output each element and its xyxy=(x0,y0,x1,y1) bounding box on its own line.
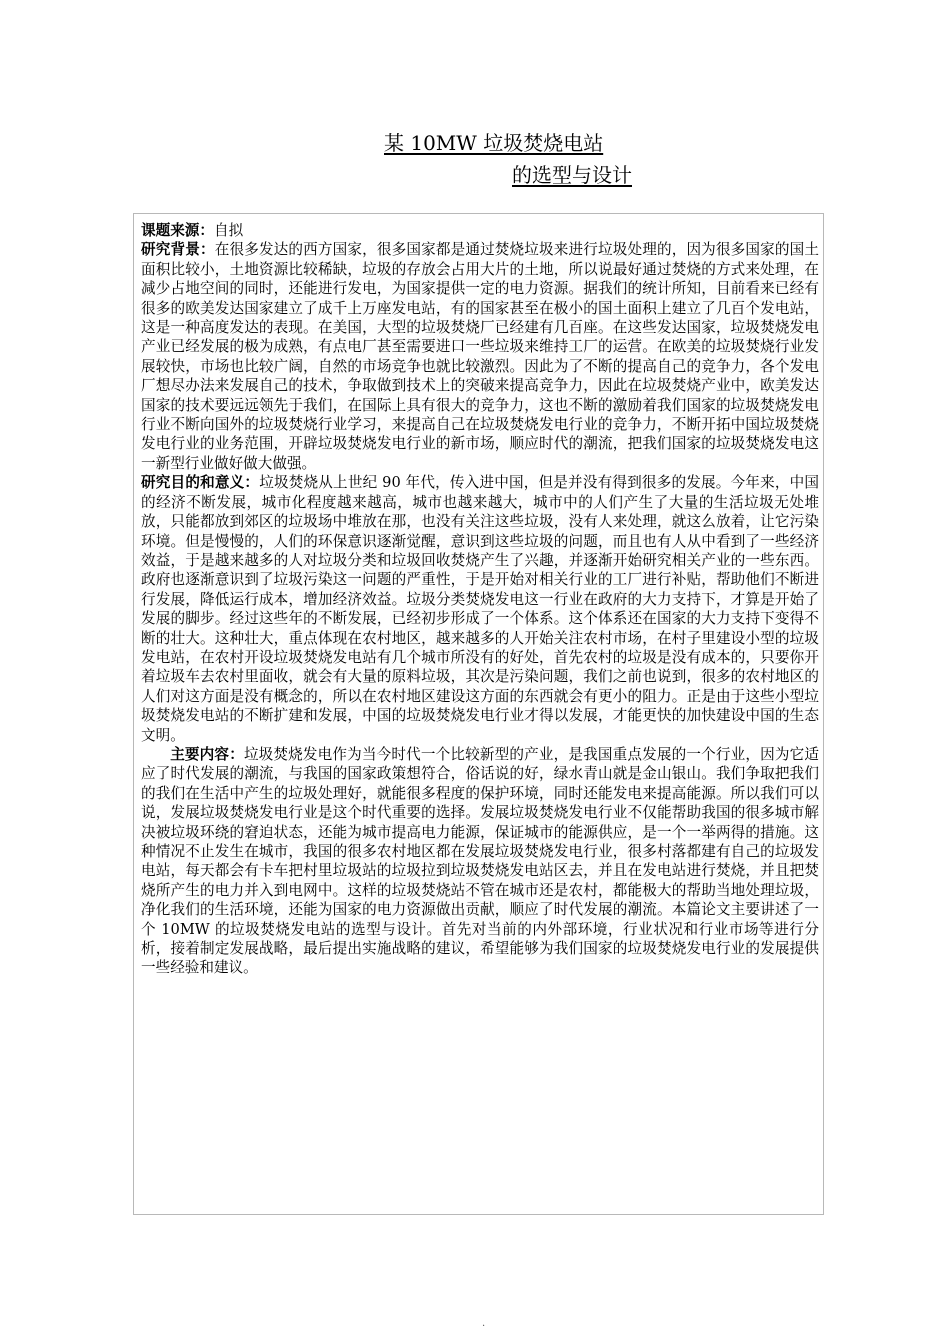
source-paragraph xyxy=(141,221,819,240)
document-title-line-1: 某 10MW 垃圾焚烧电站 xyxy=(384,131,604,155)
content-paragraph xyxy=(141,745,819,978)
background-separator: ： xyxy=(199,241,215,259)
source-label: 课题来源 xyxy=(141,222,200,239)
background-paragraph xyxy=(141,240,819,473)
document-title-line-2: 的选型与设计 xyxy=(512,163,632,187)
purpose-text: 垃圾焚烧从上世纪 90 年代，传入进中国，但是并没有得到很多的发展。今年来，中国的经济不断发展，城市化程度越来越高，城市也越来越大，城市中的人们产生了大量的生活垃圾无处堆放，只能都放到郊区的垃圾场中堆放在那，也没有关注这些垃圾，没有人来处理，就这么放着，让它污染环境。但是慢慢的，人们的环保意识逐渐觉醒，意识到这些垃圾的问题，而且也有人从中看到了一些经济效益，于是越来越多的人对垃圾分类和垃圾回收焚烧产生了兴趣，并逐渐开始研究相关产业的一些东西。政府也逐渐意识到了垃圾污染这一问题的严重性，于是开始对相关行业的工厂进行补贴，帮助他们不断进行发展，降低运行成本，增加经济效益。垃圾分类焚烧发电这一行业在政府的大力支持下，才算是开始了发展的脚步。经过这些年的不断发展，已经初步形成了一个体系。这个体系还在国家的大力支持下变得不断的壮大。这种壮大，重点体现在农村地区，越来越多的人开始关注农村市场，在村子里建设小型的垃圾发电站，在农村开设垃圾焚烧发电站有几个城市所没有的好处，首先农村的垃圾是没有成本的，只要你开着垃圾车去农村里面收，就会有大量的原料垃圾，其次是污染问题，我们之前也说到，很多的农村地区的人们对这方面是没有概念的，所以在农村地区建设这方面的东西就会有更小的阻力。正是由于这些小型垃圾焚烧发电站的不断扩建和发展，中国的垃圾焚烧发电行业才得以发展，才能更快的加快建设中国的生态文明。 xyxy=(141,474,819,744)
background-label: 研究背景 xyxy=(141,241,200,259)
background-text: 在很多发达的西方国家，很多国家都是通过焚烧垃圾来进行垃圾处理的，因为很多国家的国土面积比较小，土地资源比较稀缺，垃圾的存放会占用大片的土地，所以说最好通过焚烧的方式来处理，在减少占地空间的同时，还能进行发电，为国家提供一定的电力资源。据我们的统计所知，目前看来已经有很多的欧美发达国家建立了成千上万座发电站，有的国家甚至在极小的国土面积上建立了几百个发电站，这是一种高度发达的表现。在美国，大型的垃圾焚烧厂已经建有几百座。在这些发达国家，垃圾焚烧发电产业已经发展的极为成熟，有点电厂甚至需要进口一些垃圾来维持工厂的运营。在欧美的垃圾焚烧行业发展较快，市场也比较广阔，自然的市场竞争也就比较激烈。因此为了不断的提高自己的竞争力，各个发电厂想尽办法来发展自己的技术，争取做到技术上的突破来提高竞争力，因此在垃圾焚烧产业中，欧美发达国家的技术要远远领先于我们，在国际上具有很大的竞争力，这也不断的激励着我们国家的垃圾焚烧发电行业不断向国外的垃圾焚烧行业学习，来提高自己在垃圾焚烧发电行业的竞争力，不断开拓中国垃圾焚烧发电行业的业务范围，开辟垃圾焚烧发电行业的新市场，顺应时代的潮流，把我们国家的垃圾焚烧发电这一新型行业做好做大做强。 xyxy=(141,241,819,472)
source-text: 自拟 xyxy=(214,222,244,239)
purpose-label: 研究目的和意义 xyxy=(141,474,245,492)
page-footer-mark: . xyxy=(482,1318,486,1329)
content-separator: ： xyxy=(229,745,244,763)
purpose-separator: ： xyxy=(244,474,260,492)
purpose-paragraph xyxy=(141,473,819,745)
content-label: 主要内容 xyxy=(170,745,230,763)
content-text: 垃圾焚烧发电作为当今时代一个比较新型的产业，是我国重点发展的一个行业，因为它适应了时代发展的潮流，与我国的国家政策想符合，俗话说的好，绿水青山就是金山银山。我们争取把我们的我们在生活中产生的垃圾处理好，就能很多程度的保护环境，同时还能发电来提高能源。所以我们可以说，发展垃圾焚烧发电行业是这个时代重要的选择。发展垃圾焚烧发电行业不仅能帮助我国的很多城市解决被垃圾环绕的窘迫状态，还能为城市提高电力能源，保证城市的能源供应，是一个一举两得的措施。这种情况不止发生在城市，我国的很多农村地区都在发展垃圾焚烧发电行业，很多村落都建有自己的垃圾发电站，每天都会有卡车把村里垃圾站的垃圾拉到垃圾焚烧发电站区去，并且在发电站进行焚烧，并且把焚烧所产生的电力并入到电网中。这样的垃圾焚烧站不管在城市还是农村，都能极大的帮助当地处理垃圾，净化我们的生活环境，还能为国家的电力资源做出贡献，顺应了时代发展的潮流。本篇论文主要讲述了一个 10MW 的垃圾焚烧发电站的选型与设计。首先对当前的内外部环境，行业状况和行业市场等进行分析，接着制定发展战略，最后提出实施战略的建议，希望能够为我们国家的垃圾焚烧发电行业的发展提供一些经验和建议。 xyxy=(141,745,819,977)
proposal-body xyxy=(141,221,819,978)
source-separator: ： xyxy=(199,222,214,239)
